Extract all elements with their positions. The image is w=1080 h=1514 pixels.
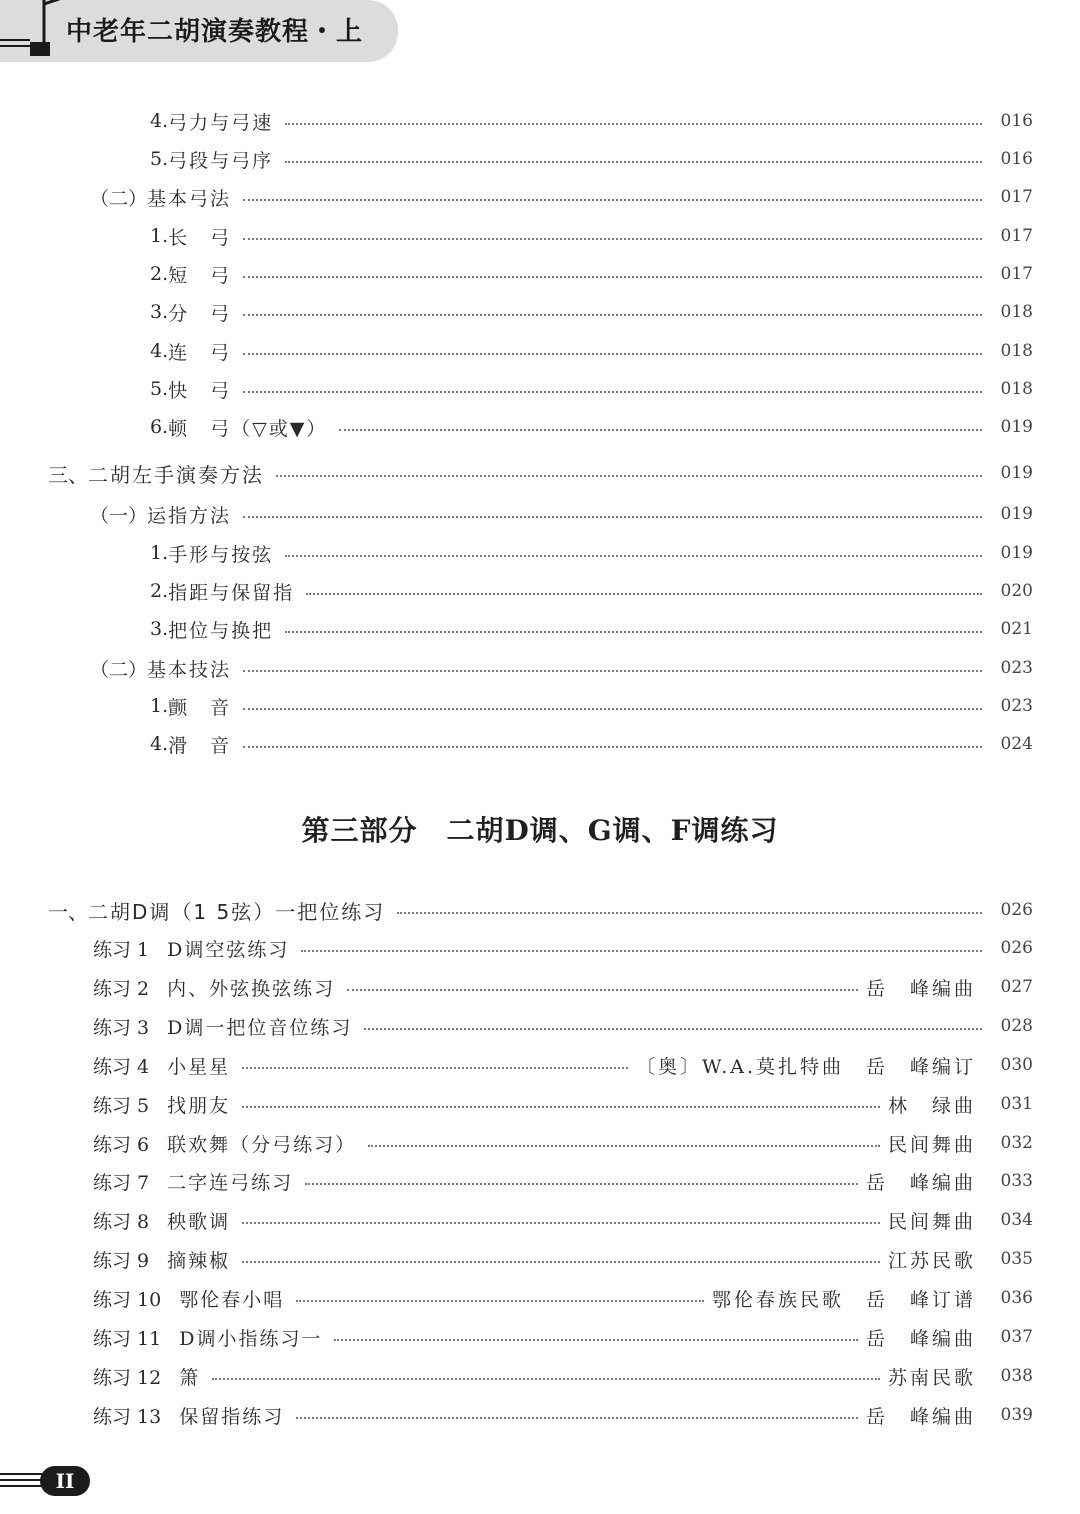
book-title: 中老年二胡演奏教程・上 [66, 17, 364, 47]
toc-entry-page: 020 [1000, 581, 1033, 601]
toc-entry-page: 030 [1000, 1055, 1033, 1075]
toc-entry-title: 长 弓 [168, 226, 232, 249]
toc-entry[interactable] [0, 1320, 1080, 1354]
toc-entry[interactable] [0, 1048, 1080, 1082]
dot-leader [243, 516, 982, 518]
toc-entry-title: 连 弓 [168, 341, 232, 364]
toc-entry-page: 038 [1000, 1366, 1033, 1386]
toc-entry-credit: 岳 峰编曲 [865, 1171, 976, 1194]
dot-leader [243, 353, 982, 355]
toc-entry[interactable] [0, 893, 1080, 927]
toc-entry-page: 019 [1000, 504, 1033, 524]
toc-entry-number: 2. [150, 263, 169, 285]
toc-entry-page: 036 [1000, 1288, 1033, 1308]
toc-entry-page: 021 [1000, 619, 1033, 639]
toc-entry[interactable] [0, 1359, 1080, 1393]
toc-entry[interactable] [0, 931, 1080, 965]
toc-entry-title: 快 弓 [168, 379, 232, 402]
toc-entry-number: 4. [150, 340, 169, 362]
toc-entry-title: 颤 音 [168, 696, 232, 719]
toc-entry[interactable] [0, 1126, 1080, 1160]
toc-entry-credit: 林 绿曲 [887, 1094, 976, 1117]
toc-entry-title: 二胡左手演奏方法 [88, 462, 264, 487]
toc-entry-title: 手形与按弦 [168, 543, 274, 566]
dot-leader [243, 276, 982, 278]
toc-entry-title: D调一把位音位练习 [167, 1016, 353, 1039]
toc-entry-page: 027 [1000, 977, 1033, 997]
dot-leader [334, 1339, 858, 1341]
toc-entry-credit: 民间舞曲 [887, 1133, 976, 1156]
toc-entry-number: 1. [150, 225, 169, 247]
toc-entry[interactable] [0, 142, 1080, 176]
toc-entry-page: 026 [1000, 900, 1033, 920]
part-title: 第三部分 二胡D调、G调、F调练习 [301, 814, 779, 847]
toc-entry[interactable] [0, 1398, 1080, 1432]
dot-leader [285, 631, 982, 633]
exercise-label: 练习 4 [93, 1055, 150, 1078]
dot-leader [243, 670, 982, 672]
toc-entry-credit: 苏南民歌 [887, 1366, 976, 1389]
toc-entry[interactable] [0, 104, 1080, 138]
toc-entry[interactable] [0, 180, 1080, 214]
toc-entry[interactable] [0, 970, 1080, 1004]
toc-entry-title: 运指方法 [147, 504, 232, 527]
dot-leader [243, 314, 982, 316]
toc-entry-title: 小星星 [167, 1055, 231, 1078]
toc-entry-page: 035 [1000, 1249, 1033, 1269]
music-note-icon [0, 0, 70, 62]
toc-entry-number: 一、 [48, 899, 88, 924]
dot-leader [243, 391, 982, 393]
toc-entry[interactable] [0, 727, 1080, 761]
toc-entry[interactable] [0, 574, 1080, 608]
dot-leader [347, 989, 858, 991]
toc-entry-title: D调小指练习一 [179, 1327, 323, 1350]
exercise-label: 练习 10 [93, 1288, 162, 1311]
toc-entry-page: 034 [1000, 1210, 1033, 1230]
toc-entry-number: 1. [150, 542, 169, 564]
toc-entry-number: 4. [150, 733, 169, 755]
dot-leader [242, 1106, 880, 1108]
dot-leader [243, 708, 982, 710]
toc-entry[interactable] [0, 219, 1080, 253]
toc-entry[interactable] [0, 689, 1080, 723]
dot-leader [301, 950, 982, 952]
page-number-badge: II [40, 1466, 90, 1496]
exercise-label: 练习 8 [93, 1210, 150, 1233]
toc-entry[interactable] [0, 612, 1080, 646]
toc-entry-page: 018 [1000, 302, 1033, 322]
toc-entry-page: 019 [1000, 463, 1033, 483]
toc-entry-title: 鄂伦春小唱 [179, 1288, 285, 1311]
toc-entry[interactable] [0, 497, 1080, 531]
toc-entry-number: 4. [150, 110, 169, 132]
dot-leader [397, 912, 982, 914]
dot-leader [368, 1145, 880, 1147]
dot-leader [242, 1261, 880, 1263]
dot-leader [339, 429, 982, 431]
toc-entry[interactable] [0, 536, 1080, 570]
toc-entry-page: 031 [1000, 1094, 1033, 1114]
toc-entry-title: 基本技法 [147, 658, 232, 681]
toc-entry[interactable] [0, 1203, 1080, 1237]
toc-entry[interactable] [0, 1281, 1080, 1315]
toc-entry-title: 保留指练习 [179, 1405, 285, 1428]
dot-leader [242, 1067, 628, 1069]
toc-entry-page: 017 [1000, 187, 1033, 207]
toc-entry-title: 指距与保留指 [168, 581, 295, 604]
toc-entry-credit: 岳 峰编曲 [865, 1405, 976, 1428]
toc-entry-number: 3. [150, 618, 169, 640]
toc-entry-number: （二） [90, 658, 148, 681]
dot-leader [285, 123, 982, 125]
dot-leader [243, 199, 982, 201]
toc-entry-credit: 岳 峰编曲 [865, 1327, 976, 1350]
toc-entry-page: 019 [1000, 543, 1033, 563]
toc-entry-number: 2. [150, 580, 169, 602]
toc-entry-title: 找朋友 [167, 1094, 231, 1117]
toc-entry[interactable] [0, 372, 1080, 406]
toc-entry-page: 023 [1000, 696, 1033, 716]
dot-leader [306, 593, 982, 595]
toc-entry[interactable] [0, 456, 1080, 490]
exercise-label: 练习 12 [93, 1366, 162, 1389]
toc-entry-credit: 鄂伦春族民歌 岳 峰订谱 [711, 1288, 976, 1311]
toc-entry-title: D调空弦练习 [167, 938, 290, 961]
toc-entry-title: 滑 音 [168, 734, 232, 757]
exercise-label: 练习 5 [93, 1094, 150, 1117]
toc-entry-page: 026 [1000, 938, 1033, 958]
dot-leader [296, 1300, 704, 1302]
toc-entry-page: 039 [1000, 1405, 1033, 1425]
exercise-label: 练习 1 [93, 938, 150, 961]
toc-entry-page: 028 [1000, 1016, 1033, 1036]
dot-leader [364, 1028, 982, 1030]
toc-entry-credit: 民间舞曲 [887, 1210, 976, 1233]
toc-entry[interactable] [0, 334, 1080, 368]
toc-entry[interactable] [0, 410, 1080, 444]
toc-entry-page: 033 [1000, 1171, 1033, 1191]
dot-leader [243, 746, 982, 748]
exercise-label: 练习 9 [93, 1249, 150, 1272]
toc-entry-title: 弓段与弓序 [168, 149, 274, 172]
toc-entry[interactable] [0, 295, 1080, 329]
exercise-label: 练习 7 [93, 1171, 150, 1194]
toc-entry[interactable] [0, 1164, 1080, 1198]
toc-entry[interactable] [0, 1009, 1080, 1043]
toc-entry-number: （二） [90, 187, 148, 210]
toc-entry-title: 摘辣椒 [167, 1249, 231, 1272]
toc-entry-title: 基本弓法 [147, 187, 232, 210]
toc-entry-credit: 岳 峰编曲 [865, 977, 976, 1000]
toc-entry-page: 018 [1000, 341, 1033, 361]
toc-entry-title: 顿 弓（▽或▼） [168, 417, 328, 440]
exercise-label: 练习 2 [93, 977, 150, 1000]
toc-entry-title: 箫 [179, 1366, 201, 1389]
exercise-label: 练习 13 [93, 1405, 162, 1428]
dot-leader [285, 161, 982, 163]
exercise-label: 练习 6 [93, 1133, 150, 1156]
toc-entry-title: 内、外弦换弦练习 [167, 977, 336, 1000]
toc-entry-page: 016 [1000, 111, 1033, 131]
exercise-label: 练习 11 [93, 1327, 162, 1350]
toc-entry-page: 032 [1000, 1133, 1033, 1153]
toc-entry-page: 018 [1000, 379, 1033, 399]
exercise-label: 练习 3 [93, 1016, 150, 1039]
toc-entry-page: 037 [1000, 1327, 1033, 1347]
toc-entry-title: 二胡D调（1 5弦）一把位练习 [88, 899, 386, 924]
toc-entry-number: 3. [150, 301, 169, 323]
toc-entry-page: 019 [1000, 417, 1033, 437]
toc-entry[interactable] [0, 257, 1080, 291]
toc-entry-title: 二字连弓练习 [167, 1171, 294, 1194]
toc-entry-credit: 江苏民歌 [887, 1249, 976, 1272]
toc-entry-title: 分 弓 [168, 302, 232, 325]
toc-entry-page: 017 [1000, 264, 1033, 284]
toc-entry-number: 1. [150, 695, 169, 717]
toc-entry-number: 5. [150, 148, 169, 170]
dot-leader [212, 1378, 880, 1380]
dot-leader [242, 1222, 880, 1224]
toc-entry-number: 5. [150, 378, 169, 400]
toc-entry-page: 017 [1000, 226, 1033, 246]
dot-leader [285, 555, 982, 557]
toc-entry-number: 三、 [48, 462, 88, 487]
toc-entry[interactable] [0, 1087, 1080, 1121]
toc-entry[interactable] [0, 1242, 1080, 1276]
toc-entry-page: 016 [1000, 149, 1033, 169]
toc-entry[interactable] [0, 651, 1080, 685]
dot-leader [296, 1417, 858, 1419]
dot-leader [276, 475, 982, 477]
toc-entry-page: 023 [1000, 658, 1033, 678]
toc-entry-page: 024 [1000, 734, 1033, 754]
toc-entry-title: 弓力与弓速 [168, 111, 274, 134]
toc-entry-number: 6. [150, 416, 169, 438]
toc-entry-title: 把位与换把 [168, 619, 274, 642]
toc-entry-number: （一） [90, 504, 148, 527]
dot-leader [243, 238, 982, 240]
toc-entry-title: 秧歌调 [167, 1210, 231, 1233]
toc-entry-title: 联欢舞（分弓练习） [167, 1133, 357, 1156]
dot-leader [305, 1183, 858, 1185]
toc-entry-title: 短 弓 [168, 264, 232, 287]
toc-entry-credit: 〔奥〕W.A.莫扎特曲 岳 峰编订 [635, 1055, 976, 1078]
